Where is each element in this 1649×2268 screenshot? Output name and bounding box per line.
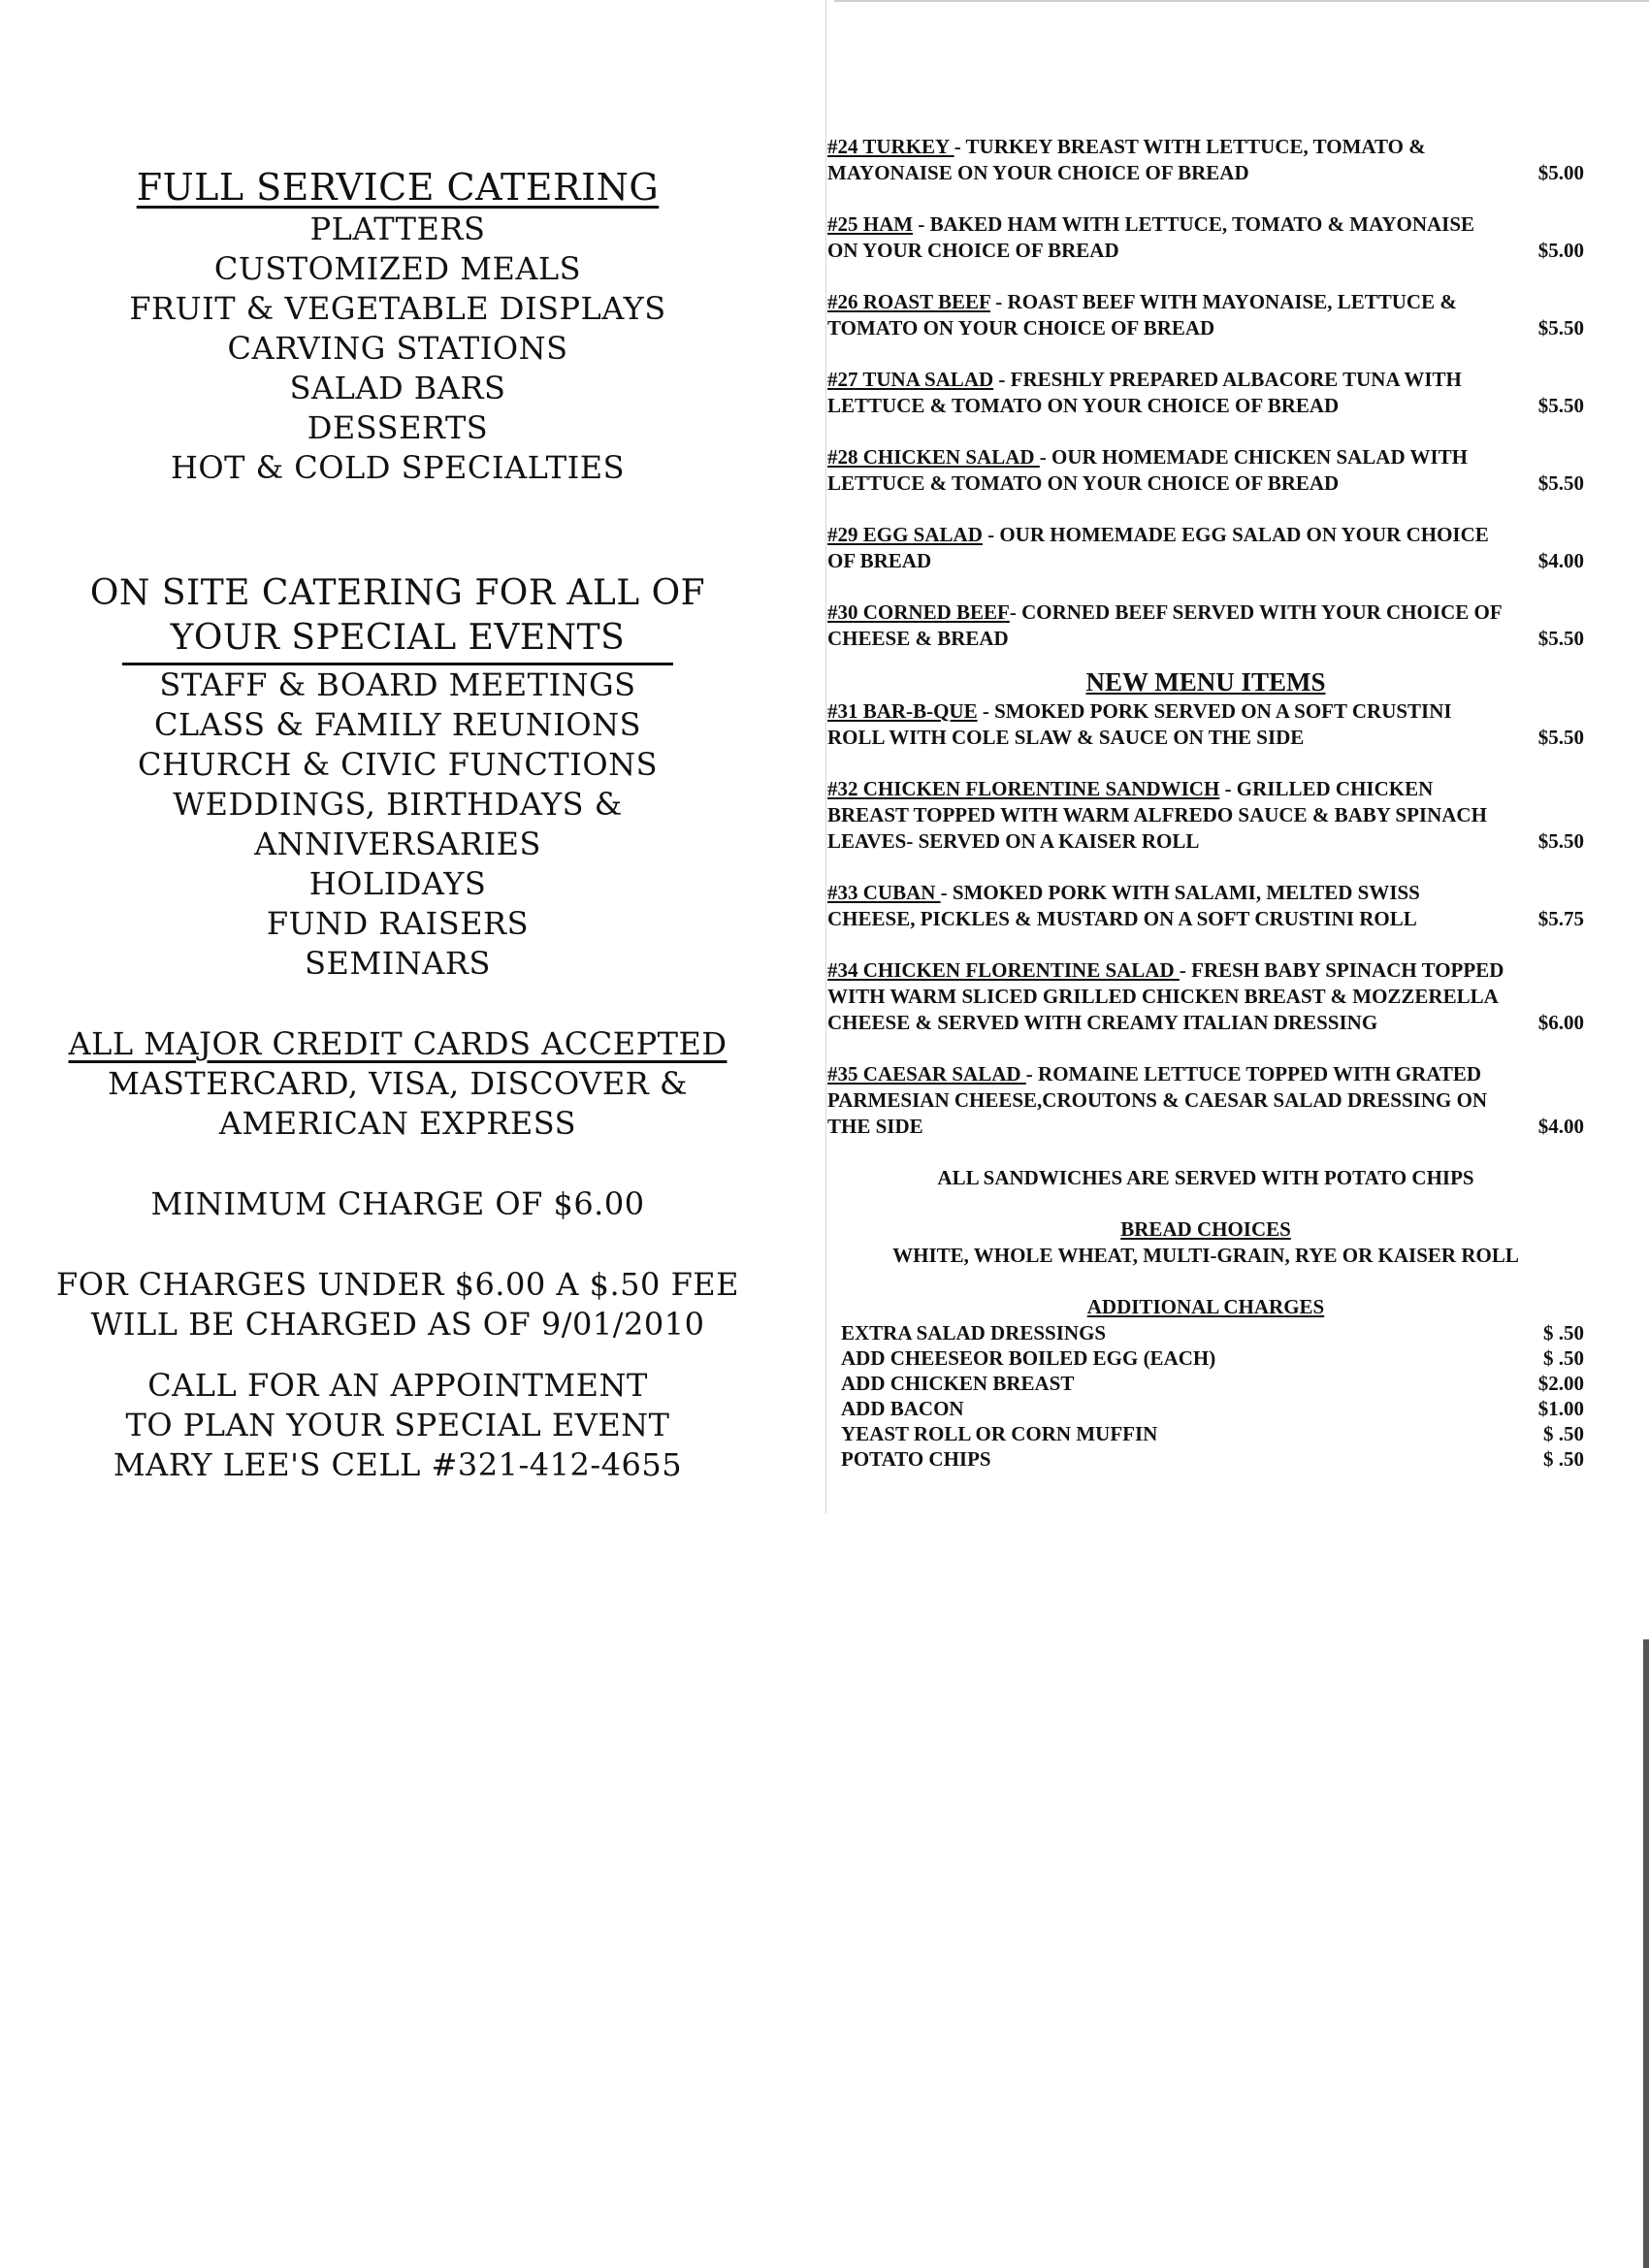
charge-label: YEAST ROLL OR CORN MUFFIN: [841, 1422, 1158, 1445]
menu-item: [827, 289, 1584, 341]
column-divider: [825, 0, 826, 1513]
full-service-item: DESSERTS: [307, 409, 489, 446]
charge-label: ADD CHICKEN BREAST: [841, 1372, 1075, 1395]
charge-label: EXTRA SALAD DRESSINGS: [841, 1321, 1107, 1345]
full-service-item: SALAD BARS: [289, 370, 506, 406]
charge-price: $ .50: [1543, 1422, 1584, 1445]
menu-item-desc: - ROAST BEEF WITH MAYONAISE, LETTUCE & TOMATO ON YOUR CHOICE OF BREAD: [827, 290, 1457, 340]
menu-item: [827, 367, 1584, 419]
menu-item: [827, 211, 1584, 264]
menu-item-name: #35 CAESAR SALAD: [827, 1062, 1026, 1085]
menu-item-desc: - FRESHLY PREPARED ALBACORE TUNA WITH LETTUCE & TOMATO ON YOUR CHOICE OF BREAD: [827, 368, 1462, 417]
onsite-item: FUND RAISERS: [266, 905, 530, 942]
charge-price: $2.00: [1537, 1372, 1584, 1395]
menu-item: [827, 880, 1584, 932]
menu-item-name: #31 BAR-B-QUE: [827, 699, 978, 723]
menu-item-desc: - OUR HOMEMADE EGG SALAD ON YOUR CHOICE OF BREAD: [827, 523, 1489, 572]
menu-item-name: #34 CHICKEN FLORENTINE SALAD: [827, 958, 1180, 982]
menu-item-price: $5.50: [1537, 316, 1584, 340]
menu-item: [827, 776, 1584, 855]
menu-item-name: #32 CHICKEN FLORENTINE SANDWICH: [827, 777, 1220, 800]
menu-item-desc: - ROMAINE LETTUCE TOPPED WITH GRATED PARMESIAN CHEESE,CROUTONS & CAESAR SALAD DRESSING ON THE SIDE: [827, 1062, 1488, 1138]
scan-edge-mark: [1643, 1639, 1649, 2268]
menu-item-desc: - CORNED BEEF SERVED WITH YOUR CHOICE OF CHEESE & BREAD: [827, 600, 1502, 650]
full-service-item: PLATTERS: [309, 211, 486, 247]
menu-item-price: $5.00: [1537, 239, 1584, 262]
menu-item-name: #24 TURKEY: [827, 135, 954, 158]
menu-item-name: #29 EGG SALAD: [827, 523, 983, 546]
onsite-item: CLASS & FAMILY REUNIONS: [153, 706, 642, 743]
menu-item-desc: - GRILLED CHICKEN BREAST TOPPED WITH WARM ALFREDO SAUCE & BABY SPINACH LEAVES- SERVED ON A KAISER ROLL: [827, 777, 1487, 853]
onsite-item: SEMINARS: [305, 945, 491, 982]
onsite-heading-line2: YOUR SPECIAL EVENTS: [122, 616, 674, 665]
menu-item-desc: - BAKED HAM WITH LETTUCE, TOMATO & MAYONAISE ON YOUR CHOICE OF BREAD: [827, 212, 1475, 262]
menu-item-desc: - SMOKED PORK SERVED ON A SOFT CRUSTINI ROLL WITH COLE SLAW & SAUCE ON THE SIDE: [827, 699, 1452, 749]
chips-note: ALL SANDWICHES ARE SERVED WITH POTATO CHIPS: [937, 1166, 1474, 1189]
menu-item-name: #25 HAM: [827, 212, 914, 236]
menu-item: [827, 134, 1584, 186]
right-column: [827, 134, 1584, 1472]
charge-row: [827, 1421, 1584, 1446]
menu-item-name: #28 CHICKEN SALAD: [827, 445, 1040, 469]
menu-item-price: $5.50: [1537, 471, 1584, 495]
menu-item-price: $4.00: [1537, 1115, 1584, 1138]
fee-line: FOR CHARGES UNDER $6.00 A $.50 FEE: [56, 1266, 739, 1303]
charge-label: ADD BACON: [841, 1397, 964, 1420]
full-service-heading: FULL SERVICE CATERING: [136, 166, 660, 209]
menu-item-price: $5.50: [1537, 829, 1584, 853]
charge-row: [827, 1320, 1584, 1345]
charge-label: ADD CHEESEOR BOILED EGG (EACH): [841, 1346, 1216, 1370]
menu-item-price: $5.50: [1537, 394, 1584, 417]
menu-item-price: $5.50: [1537, 627, 1584, 650]
fee-line: WILL BE CHARGED AS OF 9/01/2010: [90, 1306, 705, 1343]
onsite-item: HOLIDAYS: [308, 865, 487, 902]
full-service-item: CARVING STATIONS: [227, 330, 568, 367]
scan-top-edge: [834, 0, 1649, 2]
menu-item-price: $6.00: [1537, 1011, 1584, 1034]
menu-item-desc: - SMOKED PORK WITH SALAMI, MELTED SWISS CHEESE, PICKLES & MUSTARD ON A SOFT CRUSTINI ROLL: [827, 881, 1420, 930]
menu-item-price: $5.75: [1537, 907, 1584, 930]
bread-heading: BREAD CHOICES: [1120, 1217, 1291, 1241]
call-line: CALL FOR AN APPOINTMENT: [147, 1367, 648, 1404]
menu-item-price: $5.50: [1537, 726, 1584, 749]
charges-table: [827, 1320, 1584, 1472]
menu-item-name: #30 CORNED BEEF: [827, 600, 1010, 624]
credit-line: MASTERCARD, VISA, DISCOVER &: [108, 1065, 688, 1102]
charge-row: [827, 1371, 1584, 1396]
bread-list: WHITE, WHOLE WHEAT, MULTI-GRAIN, RYE OR KAISER ROLL: [892, 1244, 1519, 1267]
menu-item: [827, 444, 1584, 497]
full-service-item: HOT & COLD SPECIALTIES: [170, 449, 626, 486]
minimum-charge: MINIMUM CHARGE OF $6.00: [150, 1185, 645, 1222]
full-service-item: CUSTOMIZED MEALS: [213, 250, 582, 287]
call-line: TO PLAN YOUR SPECIAL EVENT: [125, 1407, 670, 1443]
charge-row: [827, 1446, 1584, 1472]
onsite-item: WEDDINGS, BIRTHDAYS & ANNIVERSARIES: [173, 786, 623, 862]
full-service-item: FRUIT & VEGETABLE DISPLAYS: [129, 290, 666, 327]
charge-price: $ .50: [1543, 1346, 1584, 1370]
call-line: MARY LEE'S CELL #321-412-4655: [113, 1446, 683, 1483]
credit-line: AMERICAN EXPRESS: [218, 1105, 577, 1142]
additional-heading: ADDITIONAL CHARGES: [1086, 1295, 1325, 1318]
charge-row: [827, 1396, 1584, 1421]
menu-item-desc: - OUR HOMEMADE CHICKEN SALAD WITH LETTUCE & TOMATO ON YOUR CHOICE OF BREAD: [827, 445, 1469, 495]
charge-price: $ .50: [1543, 1447, 1584, 1471]
credit-heading: ALL MAJOR CREDIT CARDS ACCEPTED: [68, 1025, 728, 1062]
charge-price: $1.00: [1537, 1397, 1584, 1420]
menu-item: [827, 599, 1584, 652]
onsite-item: CHURCH & CIVIC FUNCTIONS: [138, 746, 658, 783]
menu-item-price: $5.00: [1537, 161, 1584, 184]
new-menu-heading: NEW MENU ITEMS: [1085, 667, 1326, 697]
charge-price: $ .50: [1543, 1321, 1584, 1345]
onsite-item: STAFF & BOARD MEETINGS: [159, 666, 636, 703]
menu-item-name: #33 CUBAN: [827, 881, 941, 904]
menu-item: [827, 522, 1584, 574]
menu-item-desc: - FRESH BABY SPINACH TOPPED WITH WARM SLICED GRILLED CHICKEN BREAST & MOZZERELLA CHEESE & SERVED WITH CREAMY ITALIAN DRESSING: [827, 958, 1504, 1034]
left-column: [29, 165, 766, 1485]
charge-row: [827, 1345, 1584, 1371]
menu-item-name: #27 TUNA SALAD: [827, 368, 994, 391]
menu-item-name: #26 ROAST BEEF: [827, 290, 991, 313]
menu-item: [827, 957, 1584, 1036]
menu-item-price: $4.00: [1537, 549, 1584, 572]
onsite-heading-line1: ON SITE CATERING FOR ALL OF: [89, 573, 706, 613]
menu-item: [827, 698, 1584, 751]
charge-label: POTATO CHIPS: [841, 1447, 991, 1471]
menu-item: [827, 1061, 1584, 1140]
menu-item-desc: - TURKEY BREAST WITH LETTUCE, TOMATO & MAYONAISE ON YOUR CHOICE OF BREAD: [827, 135, 1426, 184]
